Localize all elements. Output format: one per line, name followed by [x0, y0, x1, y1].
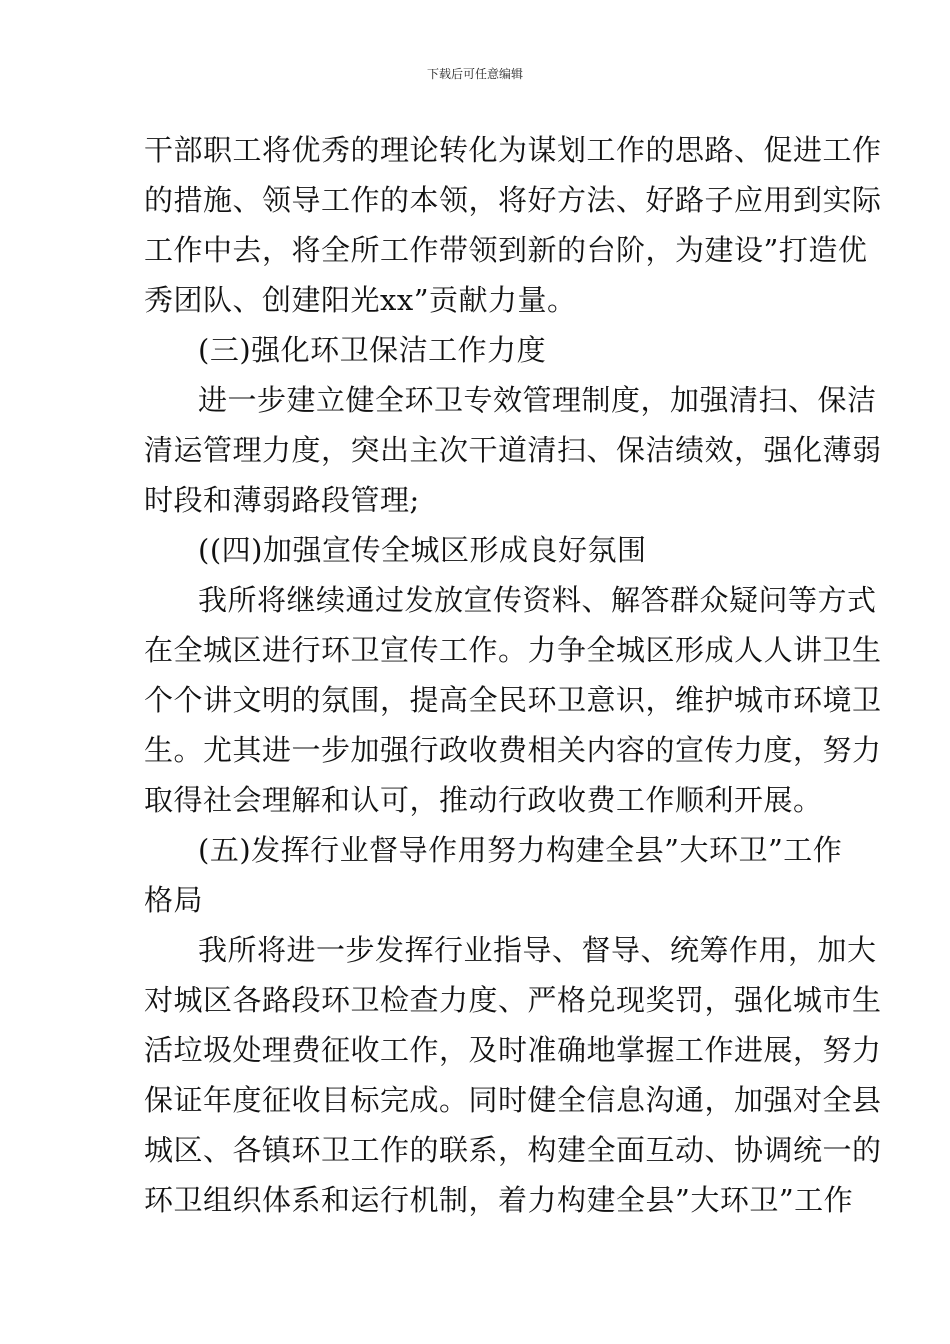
section-heading: (五)发挥行业督导作用努力构建全县”大环卫”工作 [198, 833, 843, 867]
text-line: 活垃圾处理费征收工作，及时准确地掌握工作进展，努力 [144, 1033, 882, 1067]
text-line: 我所将继续通过发放宣传资料、解答群众疑问等方式 [198, 583, 877, 617]
page-header: 下载后可任意编辑 [426, 67, 523, 81]
text-line: 工作中去，将全所工作带领到新的台阶，为建设”打造优 [144, 233, 868, 267]
text-line: 秀团队、创建阳光xx”贡献力量。 [144, 283, 577, 317]
text-line: 干部职工将优秀的理论转化为谋划工作的思路、促进工作 [144, 133, 882, 167]
section-heading: ((四)加强宣传全城区形成良好氛围 [198, 533, 647, 567]
text-line: 清运管理力度，突出主次干道清扫、保洁绩效，强化薄弱 [144, 433, 882, 467]
text-line: 对城区各路段环卫检查力度、严格兑现奖罚，强化城市生 [144, 983, 882, 1017]
text-line: 我所将进一步发挥行业指导、督导、统筹作用，加大 [198, 933, 877, 967]
text-line: 环卫组织体系和运行机制，着力构建全县”大环卫”工作 [144, 1183, 854, 1217]
text-line: 个个讲文明的氛围，提高全民环卫意识，维护城市环境卫 [144, 683, 882, 717]
text-line: 城区、各镇环卫工作的联系，构建全面互动、协调统一的 [144, 1133, 882, 1167]
text-line: 取得社会理解和认可，推动行政收费工作顺利开展。 [144, 783, 823, 817]
text-line: 保证年度征收目标完成。同时健全信息沟通，加强对全县 [144, 1083, 882, 1117]
text-line: 时段和薄弱路段管理; [144, 483, 420, 517]
text-line: 进一步建立健全环卫专效管理制度，加强清扫、保洁 [198, 383, 877, 417]
section-heading-continuation: 格局 [144, 883, 204, 917]
text-line: 生。尤其进一步加强行政收费相关内容的宣传力度，努力 [144, 733, 882, 767]
text-line: 的措施、领导工作的本领，将好方法、好路子应用到实际 [144, 183, 882, 217]
section-heading: (三)强化环卫保洁工作力度 [198, 333, 547, 367]
text-line: 在全城区进行环卫宣传工作。力争全城区形成人人讲卫生 [144, 633, 882, 667]
